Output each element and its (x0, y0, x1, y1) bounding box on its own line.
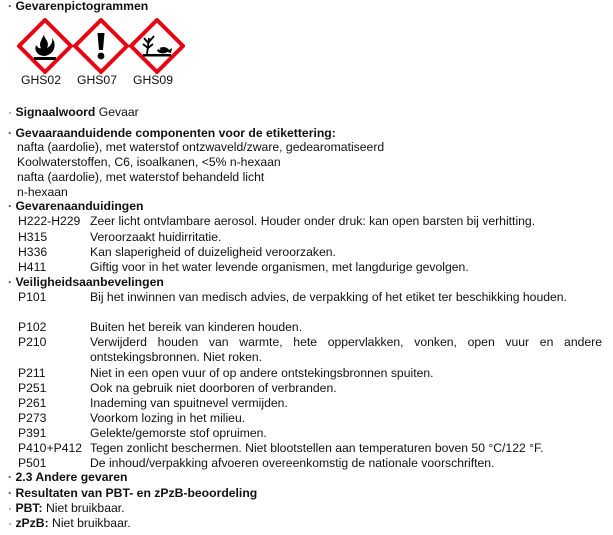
hazard-text: Veroorzaakt huidirritatie. (90, 230, 222, 244)
precaution-text: Bij het inwinnen van medisch advies, de verpakking of het etiket ter beschikking houden. (90, 290, 567, 304)
signal-word-value: Gevaar (98, 105, 139, 119)
components-heading: · Gevaaraanduidende componenten voor de etikettering: (8, 126, 336, 140)
precaution-text: Voorkom lozing in het milieu. (90, 411, 246, 425)
precaution-code: P210 (18, 335, 47, 349)
zpzb-line: · zPzB: Niet bruikbaar. (8, 516, 131, 530)
zpzb-label: zPzB: (15, 516, 49, 530)
pbt-label: PBT: (15, 501, 43, 515)
ghs07-exclamation-icon (73, 18, 129, 74)
hazard-text: Giftig voor in het water levende organismen, met langdurige gevolgen. (90, 260, 469, 274)
pbt-value: Niet bruikbaar. (45, 501, 125, 515)
precaution-code: P101 (18, 290, 47, 304)
precaution-text: Niet in een open vuur of op andere ontstekingsbronnen spuiten. (90, 366, 434, 380)
precaution-text: Buiten het bereik van kinderen houden. (90, 320, 303, 334)
precaution-text: Verwijderd houden van warmte, hete oppervlakken, vonken, open vuur en andere ontstekingsbronnen. Niet roken. (90, 335, 602, 364)
signal-word-line: · Signaalwoord Gevaar (8, 105, 139, 119)
component-line: nafta (aardolie), met waterstof behandeld licht (17, 170, 265, 184)
precaution-text: Tegen zonlicht beschermen. Niet blootstellen aan temperaturen boven 50 °C/122 °F. (90, 441, 544, 455)
ghs02-flame-icon (17, 18, 73, 74)
precaution-code: P391 (18, 426, 47, 440)
pbt-heading: · Resultaten van PBT- en zPzB-beoordeling (8, 486, 258, 500)
precaution-code: P211 (18, 366, 46, 380)
hazard-code: H336 (18, 245, 48, 259)
precaution-heading: · Veiligheidsaanbevelingen (8, 275, 164, 289)
zpzb-value: Niet bruikbaar. (52, 516, 131, 530)
ghs07-label: GHS07 (77, 73, 117, 87)
ghs09-label: GHS09 (133, 73, 173, 87)
precaution-text: Ook na gebruik niet doorboren of verbranden. (90, 381, 337, 395)
ghs09-environment-icon (129, 18, 185, 74)
hazard-text: Kan slaperigheid of duizeligheid veroorzaken. (90, 245, 336, 259)
hazard-code: H222-H229 (18, 214, 81, 228)
component-line: n-hexaan (17, 185, 68, 199)
precaution-text: Inademing van spuitnevel vermijden. (90, 396, 288, 410)
precaution-code: P251 (18, 381, 47, 395)
pictograms-heading: · Gevarenpictogrammen (8, 0, 149, 13)
precaution-code: P410+P412 (18, 441, 83, 455)
pbt-line: · PBT: Niet bruikbaar. (8, 501, 125, 515)
hazard-code: H411 (18, 260, 47, 274)
component-line: Koolwaterstoffen, C6, isoalkanen, <5% n-hexaan (17, 155, 281, 169)
precaution-text: Gelekte/gemorste stof opruimen. (90, 426, 267, 440)
component-line: nafta (aardolie), met waterstof ontzwaveld/zware, gedearomatiseerd (17, 140, 385, 154)
precaution-code: P501 (18, 456, 47, 470)
other-hazards-heading: · 2.3 Andere gevaren (8, 470, 128, 484)
hazard-heading: · Gevarenaanduidingen (8, 199, 144, 213)
precaution-text: De inhoud/verpakking afvoeren overeenkomstig de nationale voorschriften. (90, 456, 495, 470)
precaution-code: P273 (18, 411, 47, 425)
signal-word-label: Signaalwoord (15, 105, 96, 119)
hazard-text: Zeer licht ontvlambare aerosol. Houder onder druk: kan open barsten bij verhitting. (90, 214, 536, 228)
ghs02-label: GHS02 (21, 73, 61, 87)
precaution-code: P261 (18, 396, 47, 410)
precaution-code: P102 (18, 320, 47, 334)
hazard-code: H315 (18, 230, 48, 244)
